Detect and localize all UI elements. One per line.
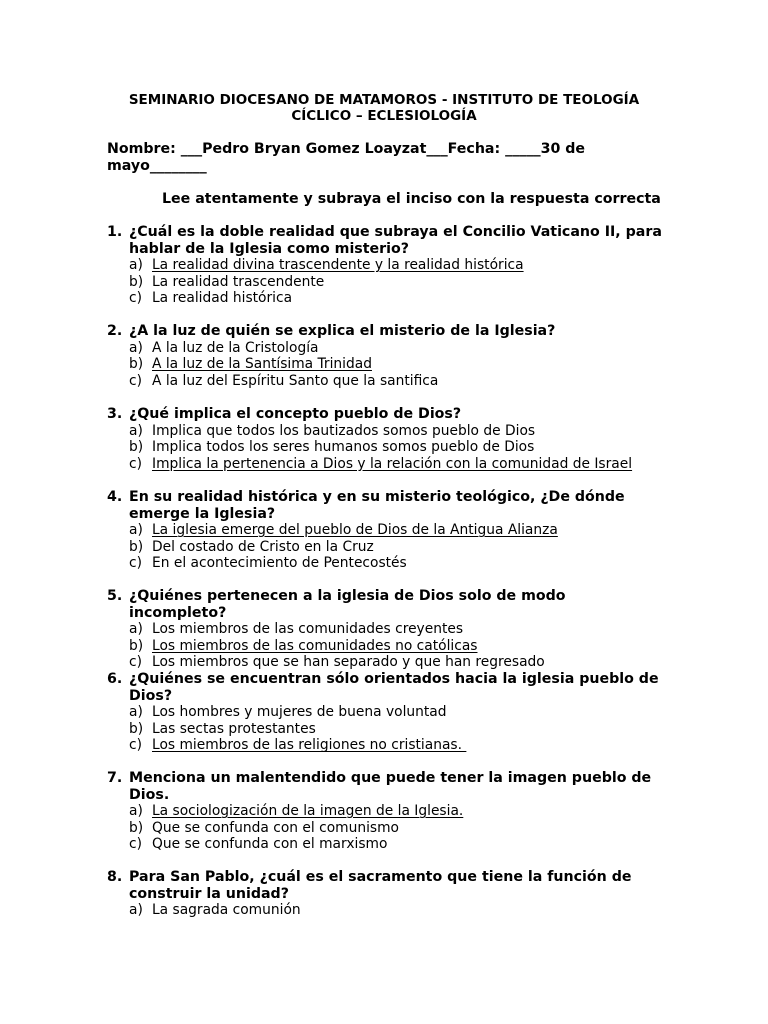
option-c (129, 555, 667, 572)
option-text: En el acontecimiento de Pentecostés (152, 555, 407, 572)
option-a (129, 257, 667, 274)
option-letter: a) (129, 621, 143, 638)
document-title (100, 92, 668, 124)
option-text-underlined: La iglesia emerge del pueblo de Dios de la Antigua Alianza (152, 522, 558, 539)
option-a (129, 340, 667, 357)
question-2 (107, 323, 667, 389)
option-text: Los hombres y mujeres de buena voluntad (152, 704, 447, 721)
option-a (129, 704, 667, 721)
question-number: 8. (107, 869, 123, 885)
question-number: 1. (107, 224, 123, 240)
option-b (129, 721, 667, 738)
question-text: Para San Pablo, ¿cuál es el sacramento que tiene la función de construir la unidad? (129, 869, 632, 902)
question-text: En su realidad histórica y en su misterio teológico, ¿De dónde emerge la Iglesia? (129, 489, 625, 522)
option-a (129, 803, 667, 820)
option-c (129, 654, 667, 671)
option-c (129, 373, 667, 390)
option-a (129, 522, 667, 539)
option-text: La realidad histórica (152, 290, 293, 307)
option-text: Que se confunda con el comunismo (152, 819, 399, 836)
option-letter: c) (129, 836, 142, 853)
option-a (129, 902, 667, 919)
option-text-underlined: La sociologización de la imagen de la Iglesia. (152, 803, 464, 820)
option-letter: a) (129, 704, 143, 721)
option-letter: a) (129, 522, 143, 539)
option-letter: c) (129, 455, 142, 472)
option-letter: b) (129, 273, 144, 290)
option-b (129, 356, 667, 373)
option-letter: c) (129, 737, 142, 754)
option-letter: b) (129, 439, 144, 456)
option-letter: b) (129, 356, 144, 373)
question-number: 4. (107, 489, 123, 505)
question-8 (107, 869, 667, 919)
option-letter: a) (129, 902, 143, 919)
option-text: Las sectas protestantes (152, 720, 316, 737)
question-4 (107, 489, 667, 572)
title-line-1: SEMINARIO DIOCESANO DE MATAMOROS - INSTITUTO DE TEOLOGÍA (128, 92, 640, 108)
option-b (129, 539, 667, 556)
question-1 (107, 224, 667, 307)
option-text: Del costado de Cristo en la Cruz (152, 538, 374, 555)
option-c (129, 290, 667, 307)
question-7 (107, 770, 667, 853)
option-text-underlined: A la luz de la Santísima Trinidad (152, 356, 372, 373)
question-number: 2. (107, 323, 123, 339)
question-text: ¿Cuál es la doble realidad que subraya el Concilio Vaticano II, para hablar de la Iglesia como misterio? (129, 224, 662, 257)
option-c (129, 456, 667, 473)
option-letter: a) (129, 257, 143, 274)
option-c (129, 737, 667, 754)
question-5 (107, 588, 667, 671)
option-text-underlined: Los miembros de las religiones no cristianas. (152, 737, 467, 754)
option-letter: b) (129, 538, 144, 555)
question-text: Menciona un malentendido que puede tener la imagen pueblo de Dios. (129, 770, 652, 803)
option-b (129, 439, 667, 456)
option-text-underlined: Implica la pertenencia a Dios y la relación con la comunidad de Israel (152, 455, 633, 472)
option-text-underlined: La realidad divina trascendente y la realidad histórica (152, 257, 524, 274)
option-b (129, 638, 667, 655)
option-text: Implica que todos los bautizados somos pueblo de Dios (152, 422, 536, 439)
option-letter: c) (129, 654, 142, 671)
option-letter: a) (129, 803, 143, 820)
option-text-underlined: Los miembros de las comunidades no católicas (152, 637, 478, 654)
option-text: Los miembros que se han separado y que han regresado (152, 654, 545, 671)
option-text: Implica todos los seres humanos somos pueblo de Dios (152, 439, 535, 456)
question-text: ¿Quiénes pertenecen a la iglesia de Dios solo de modo incompleto? (129, 588, 566, 621)
option-text: Que se confunda con el marxismo (152, 836, 388, 853)
option-b (129, 274, 667, 291)
option-letter: b) (129, 720, 144, 737)
option-text: La realidad trascendente (152, 273, 325, 290)
option-text: La sagrada comunión (152, 902, 301, 919)
option-letter: c) (129, 372, 142, 389)
question-3 (107, 406, 667, 472)
option-c (129, 836, 667, 853)
question-number: 7. (107, 770, 123, 786)
student-info-line: Nombre: ___Pedro Bryan Gomez Loayzat___Fecha: _____30 de mayo________ (107, 141, 586, 174)
option-letter: b) (129, 637, 144, 654)
option-a (129, 423, 667, 440)
option-text: Los miembros de las comunidades creyentes (152, 621, 464, 638)
option-letter: c) (129, 555, 142, 572)
option-a (129, 621, 667, 638)
option-letter: b) (129, 819, 144, 836)
question-text: ¿Qué implica el concepto pueblo de Dios? (129, 406, 462, 422)
question-6 (107, 671, 667, 754)
instructions: Lee atentamente y subraya el inciso con la respuesta correcta (162, 191, 661, 207)
question-text: ¿A la luz de quién se explica el misterio de la Iglesia? (129, 323, 556, 339)
question-text: ¿Quiénes se encuentran sólo orientados hacia la iglesia pueblo de Dios? (129, 671, 659, 704)
question-number: 5. (107, 588, 123, 604)
option-letter: c) (129, 290, 142, 307)
option-text: A la luz de la Cristología (152, 339, 319, 356)
option-letter: a) (129, 339, 143, 356)
option-letter: a) (129, 422, 143, 439)
option-text: A la luz del Espíritu Santo que la santifica (152, 372, 439, 389)
title-line-2: CÍCLICO – ECLESIOLOGÍA (291, 108, 477, 124)
option-b (129, 820, 667, 837)
question-number: 6. (107, 671, 123, 687)
question-number: 3. (107, 406, 123, 422)
